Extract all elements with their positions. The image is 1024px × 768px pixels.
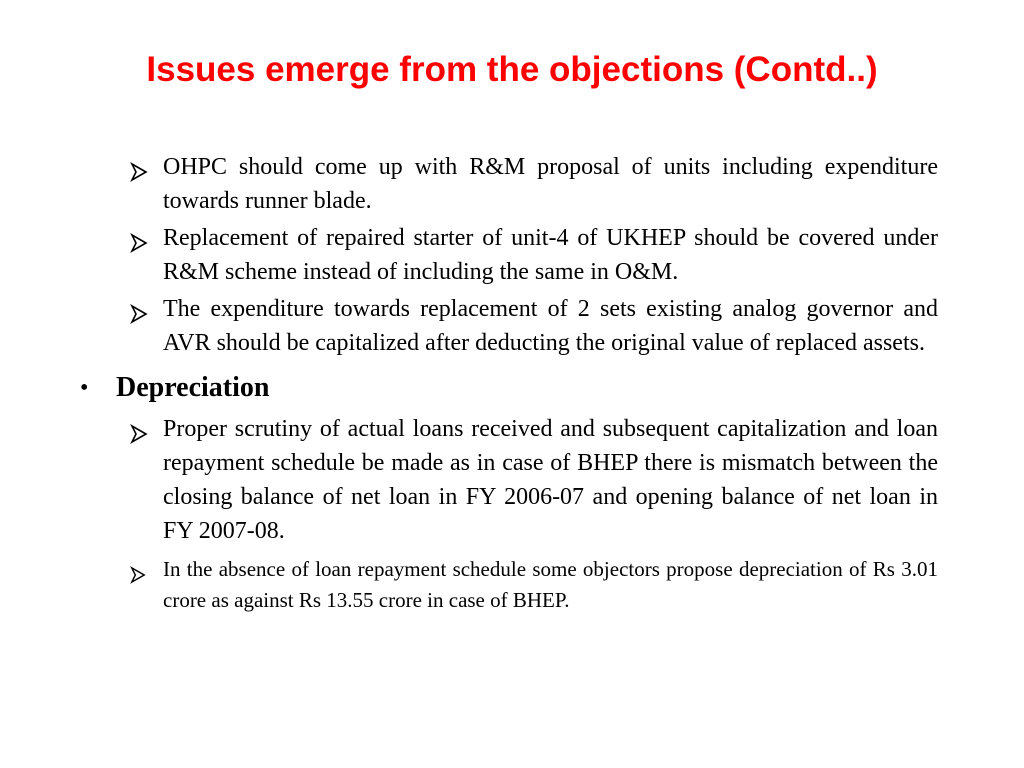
list-item-text: The expenditure towards replacement of 2 sets existing analog governor and AVR should be capitalized after deducting the original value of replaced assets. [163, 296, 938, 356]
list-item [163, 554, 938, 616]
list-item-text: OHPC should come up with R&M proposal of units including expenditure towards runner blade. [163, 154, 938, 214]
list-item [163, 221, 938, 289]
list-item-text: Proper scrutiny of actual loans received and subsequent capitalization and loan repayment schedule be made as in case of BHEP there is mismatch between the closing balance of net loan in FY 2006-07 and opening balance of net loan in FY 2007-08. [163, 416, 938, 544]
list-item [163, 150, 938, 218]
arrow-bullet-icon [130, 154, 156, 188]
arrow-bullet-icon [130, 225, 156, 259]
list-item-text: Replacement of repaired starter of unit-4 of UKHEP should be covered under R&M scheme instead of including the same in O&M. [163, 225, 938, 285]
slide-title: Issues emerge from the objections (Contd..) [146, 50, 878, 89]
slide-content [72, 150, 938, 616]
arrow-bullet-icon [130, 296, 156, 330]
bullet-dot: • [80, 375, 89, 401]
list-item [163, 412, 938, 548]
list-item-text: In the absence of loan repayment schedule some objectors propose depreciation of Rs 3.01 crore as against Rs 13.55 crore in case of BHEP. [163, 557, 938, 612]
section-heading [80, 368, 938, 408]
list-item [163, 292, 938, 360]
section-heading-text: Depreciation [116, 372, 270, 403]
arrow-bullet-icon [130, 558, 156, 589]
arrow-bullet-icon [130, 416, 156, 450]
